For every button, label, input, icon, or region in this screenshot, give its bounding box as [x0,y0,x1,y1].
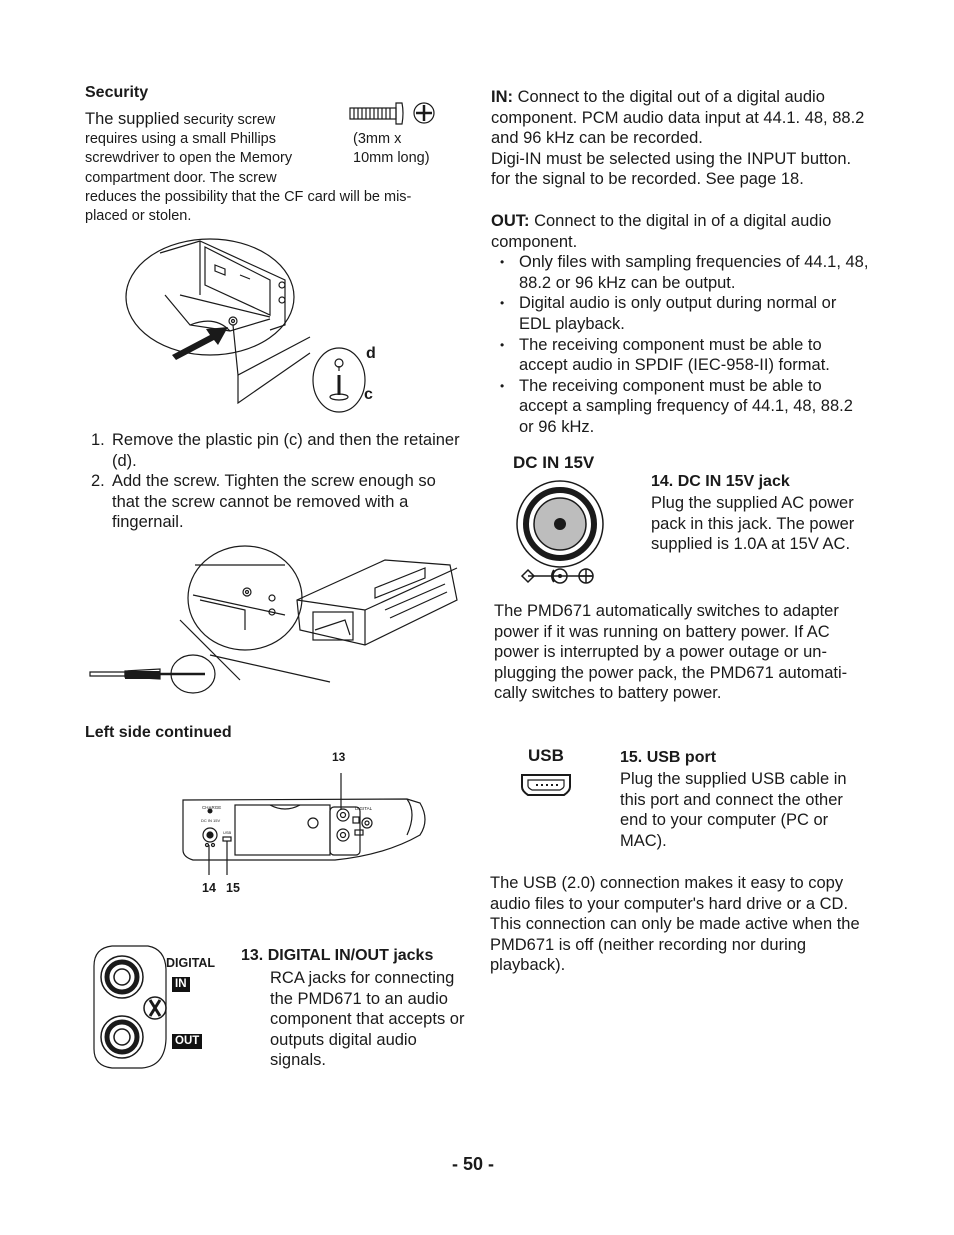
left-side-heading: Left side continued [85,724,232,741]
label-c: c [364,386,373,403]
out-label-badge: OUT [172,1034,202,1049]
dc-jack-icon [510,478,610,590]
dc-in-title: 14. DC IN 15V jack [651,473,790,490]
usb-description: Plug the supplied USB cable in this port and connect the other end to your computer (PC or MAC). [620,770,847,850]
usb-label: USB [528,746,564,765]
out-bullet: • Digital audio is only output during normal or EDL playback. [491,293,871,334]
usb-port-icon [518,771,574,799]
screw-size-line2: 10mm long) [353,150,430,166]
screwdriver-illustration [85,540,465,705]
left-side-panel-illustration [175,765,430,880]
panel-dcin-label: DC IN 15V [201,818,221,823]
security-paragraph: The supplied security screw requires using a small Phillips screwdriver to open the Memory compartment door. The screw reduces the possibility that the CF card will be mis- placed or stolen. [85,110,412,225]
step-2: 2. Add the screw. Tighten the screw enough so that the screw cannot be removed with a fingernail. [91,472,436,532]
panel-charge-label: CHARGE [202,805,222,810]
security-screw-icon [346,100,438,128]
panel-usb-label: USB [223,830,232,835]
out-bullets [491,252,871,437]
page-number: - 50 - [452,1154,495,1174]
label-d: d [366,345,376,362]
out-bullet: • The receiving component must be able to accept audio in SPDIF (IEC-958-II) format. [491,335,871,376]
security-heading: Security [85,84,149,101]
security-steps [85,430,460,533]
callout-14: 14 [202,881,216,895]
usb-title: 15. USB port [620,749,717,766]
callout-13: 13 [332,750,346,764]
dc-in-paragraph: The PMD671 automatically switches to adapter power if it was running on battery power. If AC power is interrupted by a power outage or un-plugging the power pack, the PMD671 automati-cally switches to battery power. [494,602,848,703]
digital-label: DIGITAL [166,956,216,970]
out-bullet: • The receiving component must be able to accept a sampling frequency of 44.1, 48, 88.2 or 96 kHz. [491,376,871,438]
dc-in-description: Plug the supplied AC power pack in this jack. The power supplied is 1.0A at 15V AC. [651,494,855,554]
panel-digital-label: DIGITAL [355,806,373,811]
dc-in-label: DC IN 15V [513,453,595,472]
usb-paragraph: The USB (2.0) connection makes it easy to copy audio files to your computer's hard drive or a CD. This connection can only be made active when the PMD671 is off (neither recording nor during playback). [490,874,860,975]
digital-jacks-title: 13. DIGITAL IN/OUT jacks [241,947,434,964]
out-bullet: • Only files with sampling frequencies of 44.1, 48, 88.2 or 96 kHz can be output. [491,252,871,293]
in-label-badge: IN [172,977,190,992]
digital-jacks-description: RCA jacks for connecting the PMD671 to an audio component that accepts or outputs digital audio signals. [270,969,465,1070]
step-1: 1. Remove the plastic pin (c) and then the retainer (d). [91,431,460,470]
in-section: IN: Connect to the digital out of a digital audio component. PCM audio data input at 44.1. 48, 88.2 and 96 kHz can be recorded. Digi-IN must be selected using the INPUT button. for the signal to be recorded. See page 18. [491,88,865,189]
callout-15: 15 [226,881,240,895]
screw-size-line1: (3mm x [353,131,402,147]
out-section: OUT: Connect to the digital in of a digital audio component. • Only files with sampling frequencies of 44.1, 48, 88.2 or 96 kHz can be output. • Digital audio is only output during normal or EDL playback. • The receiving component must be able to accept audio in SPDIF (IEC-958-II) format. • The receiving component must be able to accept a sampling frequency of 44.1, 48, 88.2 or 96 kHz. [491,211,871,438]
digital-jacks-illustration [90,944,170,1072]
